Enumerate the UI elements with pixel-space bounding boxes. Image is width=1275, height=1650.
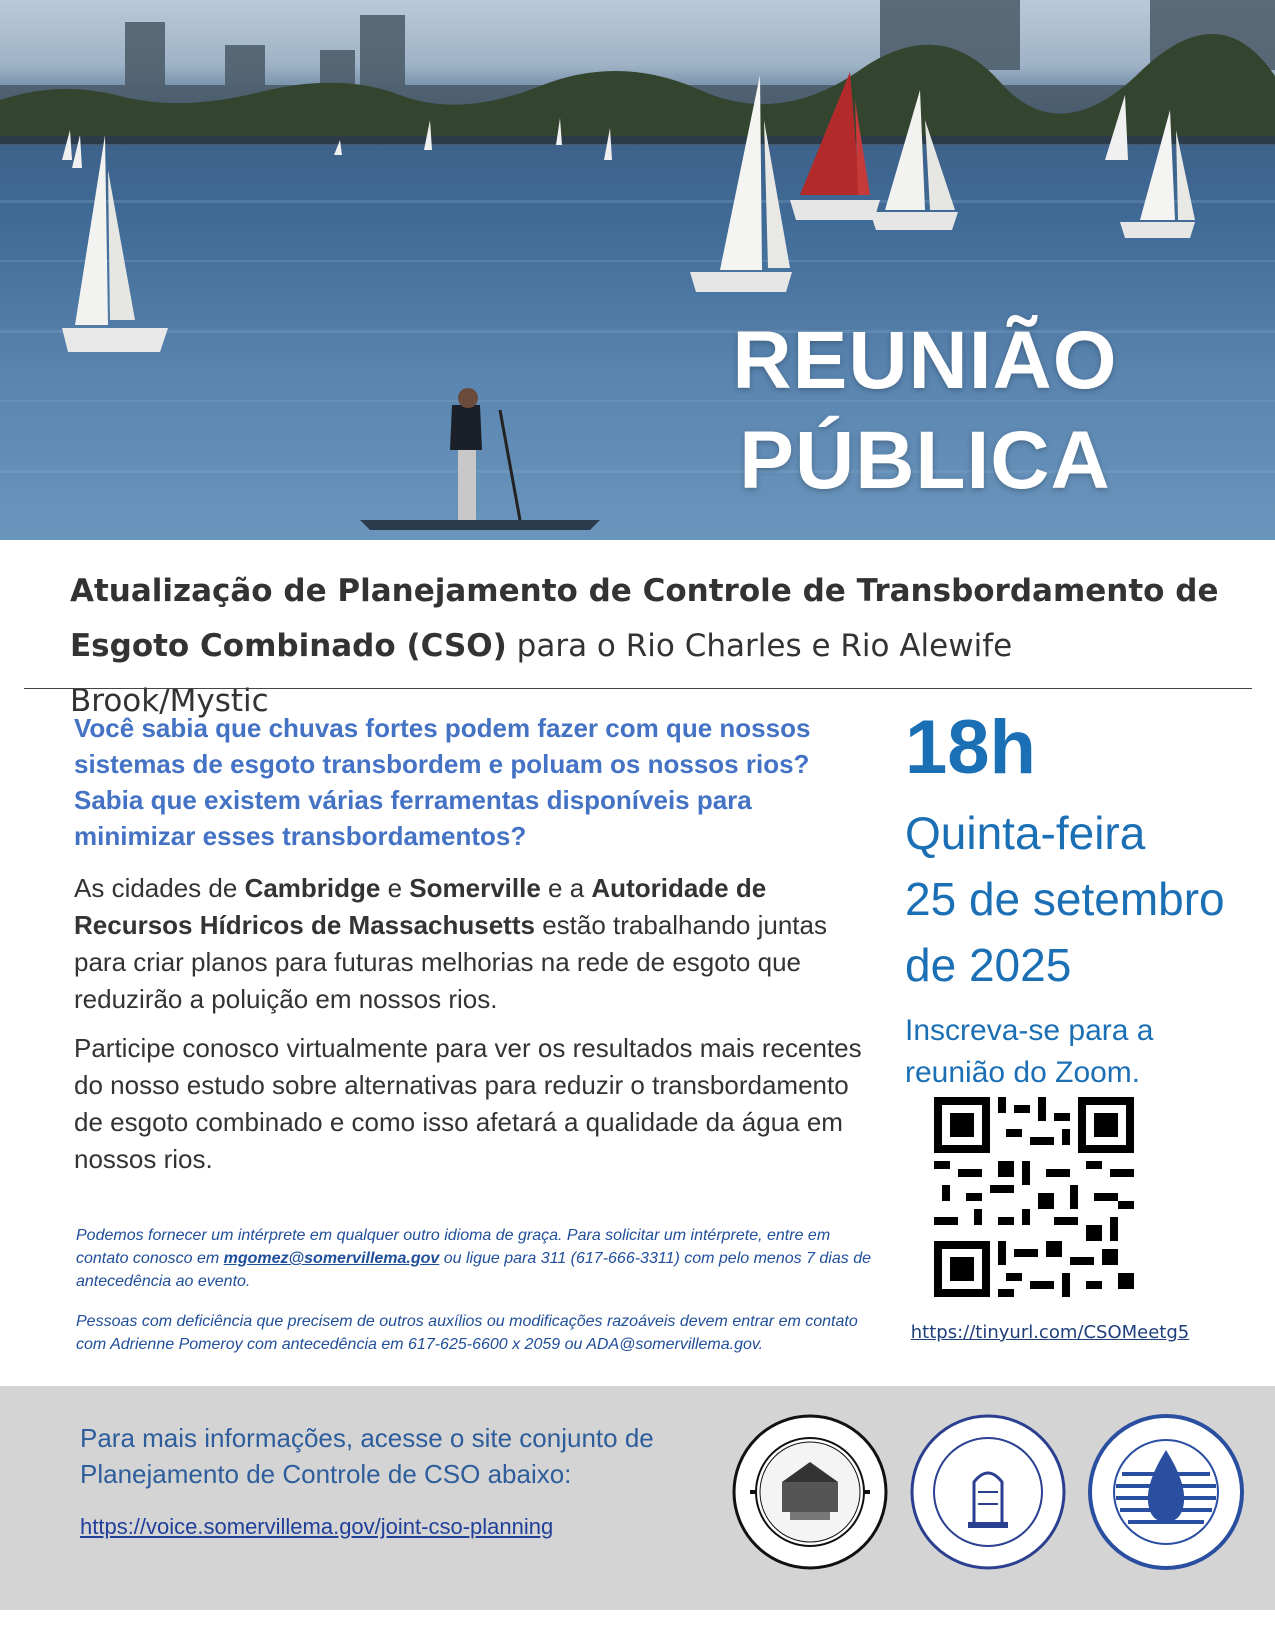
- interpreter-note: [76, 1224, 876, 1293]
- register-text: Inscreva-se para a reunião do Zoom.: [905, 1014, 1154, 1089]
- para1-text-4: estão trabalhando juntas para criar planos para futuras melhorias na rede de esgoto que reduzirão a poluição em nossos rios.: [74, 910, 827, 1014]
- event-date-line3: de 2025: [905, 939, 1072, 991]
- more-info-text: Para mais informações, acesse o site conjunto de Planejamento de Controle de CSO abaixo:: [80, 1423, 654, 1489]
- section-divider: [24, 688, 1252, 689]
- mwra-seal-icon: [1086, 1412, 1246, 1572]
- interpreter-text-2: ou ligue para 311 (617-666-3311) com pelo menos 7 dias de antecedência ao evento.: [76, 1250, 871, 1290]
- para1-text-3: e a: [540, 873, 592, 903]
- interpreter-text-1: Podemos fornecer um intérprete em qualquer outro idioma de graça. Para solicitar um intérprete, entre em contato conosco em: [76, 1227, 831, 1267]
- para1-cambridge: Cambridge: [244, 873, 381, 903]
- intro-question: Você sabia que chuvas fortes podem fazer com que nossos sistemas de esgoto transbordem e poluam os nossos rios? Sabia que existem várias ferramentas disponíveis para minimizar esses transbordamentos?: [74, 713, 811, 851]
- joint-cso-site-link[interactable]: https://voice.somervillema.gov/joint-cso-planning: [80, 1514, 554, 1539]
- para1-mwra: Autoridade de Recursos Hídricos de Massachusetts: [74, 873, 767, 940]
- somerville-seal-icon: [908, 1412, 1068, 1572]
- qr-code-icon[interactable]: [934, 1097, 1134, 1297]
- paragraph-join: Participe conosco virtualmente para ver os resultados mais recentes do nosso estudo sobre alternativas para reduzir o transbordamento de esgoto combinado e como isso afetará a qualidade da água em nossos rios.: [74, 1033, 862, 1174]
- qr-short-link[interactable]: https://tinyurl.com/CSOMeetg5: [910, 1322, 1190, 1343]
- interpreter-email-link[interactable]: mgomez@somervillema.gov: [223, 1250, 440, 1267]
- para1-text-1: As cidades de: [74, 873, 245, 903]
- paragraph-partners: [74, 870, 864, 1018]
- page-subtitle: [70, 564, 1220, 729]
- hero-title-line1: REUNIÃO: [732, 315, 1118, 406]
- footer-band: [0, 1386, 1275, 1610]
- para1-text-2: e: [380, 873, 410, 903]
- subtitle-regular: para o Rio Charles e Rio Alewife Brook/Mystic: [70, 628, 1013, 719]
- event-date-line2: 25 de setembro: [905, 873, 1225, 925]
- para1-somerville: Somerville: [409, 873, 541, 903]
- event-time: 18h: [905, 705, 1036, 790]
- ada-note: Pessoas com deficiência que precisem de outros auxílios ou modificações razoáveis devem entrar em contato com Adrienne Pomeroy com antecedência em 617-625-6600 x 2059 ou ADA@somervillema.gov.: [76, 1313, 858, 1353]
- subtitle-bold-1: Atualização de Planejamento de Controle de Transbordamento de: [70, 573, 1219, 609]
- cambridge-seal-icon: [730, 1412, 890, 1572]
- subtitle-bold-2: Esgoto Combinado (CSO): [70, 628, 507, 664]
- event-weekday: Quinta-feira: [905, 807, 1146, 859]
- hero-title-line2: PÚBLICA: [739, 415, 1111, 506]
- hero-photo: [0, 0, 1275, 540]
